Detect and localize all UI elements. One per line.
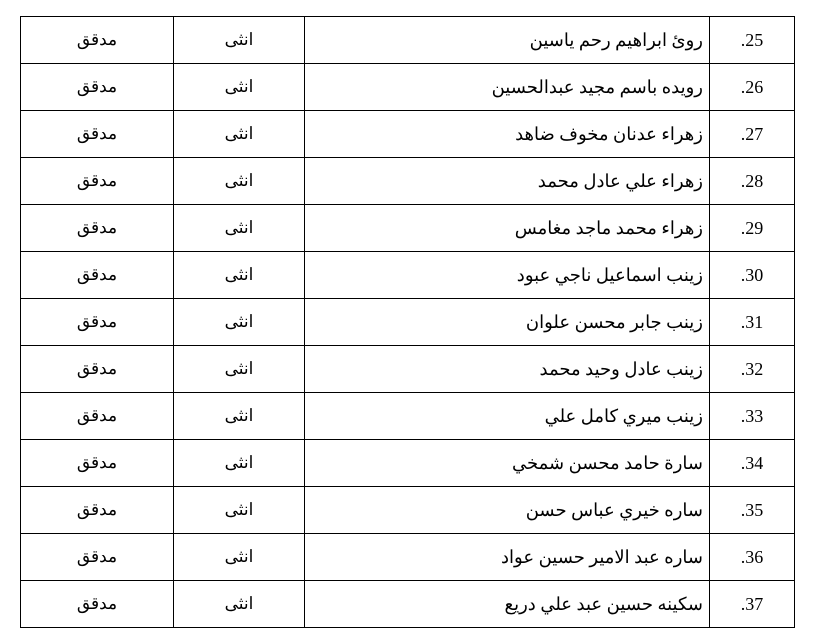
name-cell: سارة حامد محسن شمخي — [305, 440, 710, 487]
row-number-cell: .27 — [710, 111, 795, 158]
role-cell: مدقق — [21, 64, 174, 111]
row-number-cell: .32 — [710, 346, 795, 393]
gender-cell: انثى — [174, 299, 305, 346]
table-row — [21, 64, 795, 111]
gender-cell: انثى — [174, 393, 305, 440]
row-number-cell: .35 — [710, 487, 795, 534]
row-number-cell: .33 — [710, 393, 795, 440]
role-cell: مدقق — [21, 487, 174, 534]
name-cell: ساره خيري عباس حسن — [305, 487, 710, 534]
table-row — [21, 299, 795, 346]
table-row — [21, 487, 795, 534]
role-cell: مدقق — [21, 581, 174, 628]
table-row — [21, 581, 795, 628]
gender-cell: انثى — [174, 346, 305, 393]
gender-cell: انثى — [174, 440, 305, 487]
roster-table — [20, 16, 795, 628]
table-row — [21, 534, 795, 581]
row-number-cell: .36 — [710, 534, 795, 581]
name-cell: زينب عادل وحيد محمد — [305, 346, 710, 393]
name-cell: زينب ميري كامل علي — [305, 393, 710, 440]
gender-cell: انثى — [174, 534, 305, 581]
gender-cell: انثى — [174, 111, 305, 158]
row-number-cell: .31 — [710, 299, 795, 346]
name-cell: رويده باسم مجيد عبدالحسين — [305, 64, 710, 111]
table-row — [21, 158, 795, 205]
table-row — [21, 17, 795, 64]
name-cell: زهراء محمد ماجد مغامس — [305, 205, 710, 252]
row-number-cell: .30 — [710, 252, 795, 299]
table-row — [21, 252, 795, 299]
role-cell: مدقق — [21, 111, 174, 158]
role-cell: مدقق — [21, 252, 174, 299]
table-row — [21, 346, 795, 393]
gender-cell: انثى — [174, 17, 305, 64]
role-cell: مدقق — [21, 17, 174, 64]
gender-cell: انثى — [174, 487, 305, 534]
role-cell: مدقق — [21, 534, 174, 581]
role-cell: مدقق — [21, 158, 174, 205]
role-cell: مدقق — [21, 440, 174, 487]
table-row — [21, 440, 795, 487]
role-cell: مدقق — [21, 299, 174, 346]
name-cell: روئ ابراهيم رحم ياسين — [305, 17, 710, 64]
role-cell: مدقق — [21, 205, 174, 252]
row-number-cell: .37 — [710, 581, 795, 628]
name-cell: زهراء علي عادل محمد — [305, 158, 710, 205]
row-number-cell: .34 — [710, 440, 795, 487]
gender-cell: انثى — [174, 252, 305, 299]
name-cell: زينب جابر محسن علوان — [305, 299, 710, 346]
role-cell: مدقق — [21, 393, 174, 440]
table-row — [21, 111, 795, 158]
role-cell: مدقق — [21, 346, 174, 393]
name-cell: زهراء عدنان مخوف ضاهد — [305, 111, 710, 158]
row-number-cell: .26 — [710, 64, 795, 111]
gender-cell: انثى — [174, 64, 305, 111]
gender-cell: انثى — [174, 158, 305, 205]
row-number-cell: .28 — [710, 158, 795, 205]
roster-table-body — [21, 17, 795, 628]
row-number-cell: .29 — [710, 205, 795, 252]
table-row — [21, 393, 795, 440]
name-cell: ساره عبد الامير حسين عواد — [305, 534, 710, 581]
name-cell: سكينه حسين عبد علي دريع — [305, 581, 710, 628]
gender-cell: انثى — [174, 205, 305, 252]
name-cell: زينب اسماعيل ناجي عبود — [305, 252, 710, 299]
row-number-cell: .25 — [710, 17, 795, 64]
gender-cell: انثى — [174, 581, 305, 628]
table-row — [21, 205, 795, 252]
